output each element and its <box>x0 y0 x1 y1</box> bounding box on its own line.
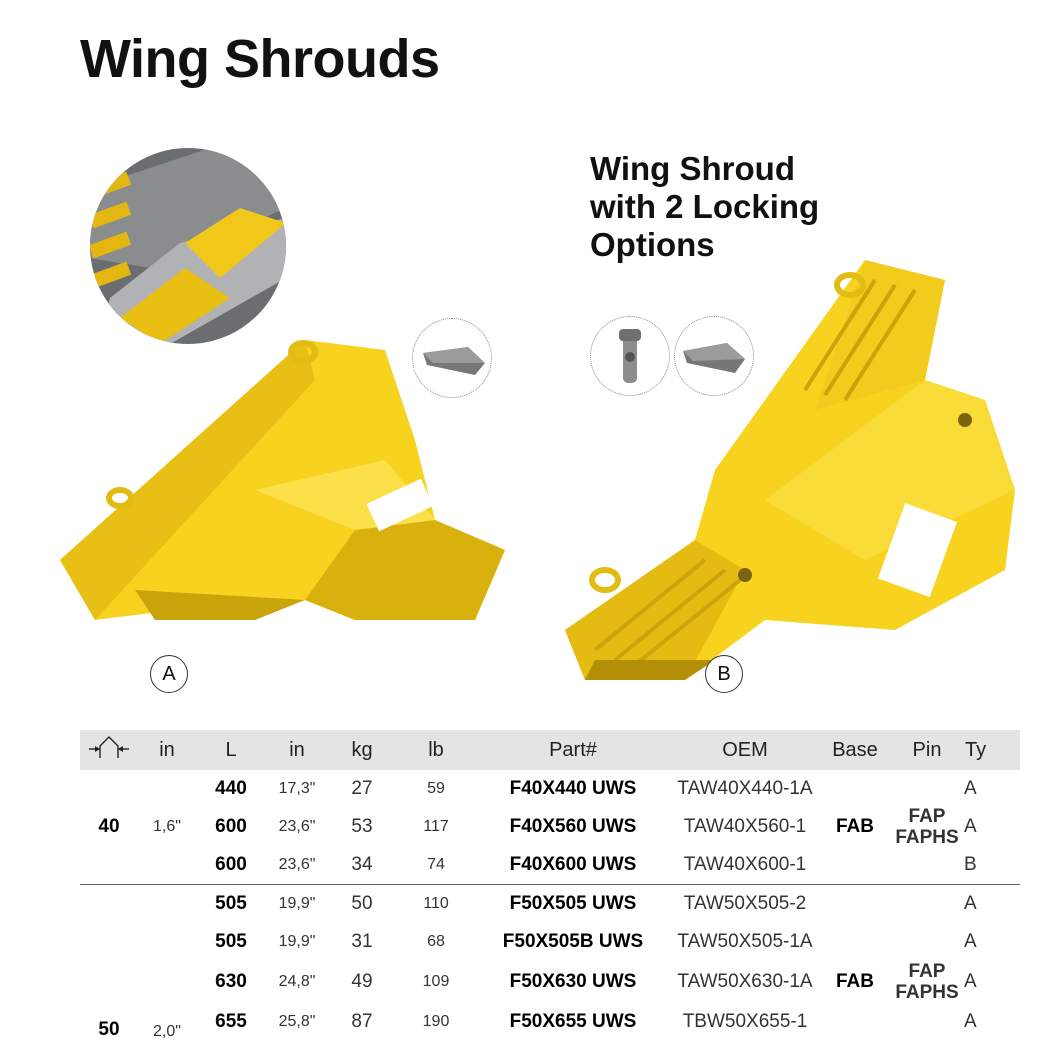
part-cell: F50X655 UWS <box>476 1003 670 1041</box>
length-cell: 655 <box>196 1003 266 1041</box>
header-part: Part# <box>476 730 670 770</box>
length-cell: 505 <box>196 923 266 961</box>
length-cell: 600 <box>196 846 266 885</box>
length-cell: 600 <box>196 808 266 846</box>
length-in-cell: 24,8" <box>266 961 328 1003</box>
header-in: in <box>138 730 196 770</box>
length-in-cell: 25,8" <box>266 1003 328 1041</box>
wing-shroud-b-image <box>565 240 1040 695</box>
pin-spacer <box>890 1003 964 1041</box>
header-type: Ty <box>964 730 1020 770</box>
pin-spacer <box>890 923 964 961</box>
type-cell: A <box>964 1003 1020 1041</box>
size-cell: 40 <box>80 770 138 885</box>
kg-cell: 31 <box>328 923 396 961</box>
specifications-table <box>80 730 1020 1041</box>
kg-cell: 27 <box>328 770 396 808</box>
lb-cell: 74 <box>396 846 476 885</box>
lb-cell: 109 <box>396 961 476 1003</box>
part-cell: F40X600 UWS <box>476 846 670 885</box>
type-cell: B <box>964 846 1020 885</box>
figure-b-title: Wing Shroud with 2 Locking Options <box>590 150 850 264</box>
header-oem: OEM <box>670 730 820 770</box>
figure-label-a: A <box>150 655 188 693</box>
pin-fap: FAP <box>890 806 964 827</box>
page-title: Wing Shrouds <box>80 28 439 90</box>
lb-cell: 110 <box>396 885 476 924</box>
part-cell: F50X505 UWS <box>476 885 670 924</box>
length-cell: 505 <box>196 885 266 924</box>
header-base: Base <box>820 730 890 770</box>
length-in-cell: 19,9" <box>266 923 328 961</box>
base-spacer <box>820 1003 890 1041</box>
part-cell: F40X560 UWS <box>476 808 670 846</box>
part-cell: F40X440 UWS <box>476 770 670 808</box>
lb-cell: 59 <box>396 770 476 808</box>
header-lb: lb <box>396 730 476 770</box>
figure-label-b: B <box>705 655 743 693</box>
table-row <box>80 770 1020 808</box>
oem-cell: TAW40X600-1 <box>670 846 820 885</box>
pin-spacer <box>890 885 964 924</box>
length-in-cell: 23,6" <box>266 846 328 885</box>
oem-cell: TAW50X630-1A <box>670 961 820 1003</box>
part-cell: F50X630 UWS <box>476 961 670 1003</box>
part-cell: F50X505B UWS <box>476 923 670 961</box>
table-row <box>80 923 1020 961</box>
type-cell: A <box>964 961 1020 1003</box>
table-row <box>80 1003 1020 1041</box>
lb-cell: 190 <box>396 1003 476 1041</box>
oem-cell: TAW50X505-1A <box>670 923 820 961</box>
width-arrows-icon <box>80 730 138 770</box>
header-kg: kg <box>328 730 396 770</box>
base-cell: FAB <box>820 961 890 1003</box>
length-cell: 630 <box>196 961 266 1003</box>
length-cell: 440 <box>196 770 266 808</box>
pin-cell <box>890 961 964 1003</box>
base-spacer <box>820 923 890 961</box>
kg-cell: 34 <box>328 846 396 885</box>
length-in-cell: 23,6" <box>266 808 328 846</box>
table-row <box>80 961 1020 1003</box>
base-cell: FAB <box>820 770 890 885</box>
header-length: L <box>196 730 266 770</box>
size-in-cell: 1,6" <box>138 770 196 885</box>
oem-cell: TAW40X440-1A <box>670 770 820 808</box>
header-length-in: in <box>266 730 328 770</box>
length-in-cell: 19,9" <box>266 885 328 924</box>
pin-faphs: FAPHS <box>890 827 964 848</box>
size-cell: 50 <box>80 885 138 1041</box>
table-header-row <box>80 730 1020 770</box>
type-cell: A <box>964 770 1020 808</box>
table-row <box>80 885 1020 924</box>
length-in-cell: 17,3" <box>266 770 328 808</box>
pin-cell <box>890 770 964 885</box>
installation-photo <box>90 148 286 344</box>
type-cell: A <box>964 885 1020 924</box>
kg-cell: 49 <box>328 961 396 1003</box>
size-in-cell: 2,0" <box>138 885 196 1041</box>
locking-wedge-icon <box>412 318 492 398</box>
base-spacer <box>820 885 890 924</box>
type-cell: A <box>964 923 1020 961</box>
lb-cell: 117 <box>396 808 476 846</box>
oem-cell: TAW40X560-1 <box>670 808 820 846</box>
kg-cell: 87 <box>328 1003 396 1041</box>
kg-cell: 53 <box>328 808 396 846</box>
oem-cell: TAW50X505-2 <box>670 885 820 924</box>
pin-faphs: FAPHS <box>890 982 964 1003</box>
pin-fap: FAP <box>890 961 964 982</box>
type-cell: A <box>964 808 1020 846</box>
header-pin: Pin <box>890 730 964 770</box>
oem-cell: TBW50X655-1 <box>670 1003 820 1041</box>
lb-cell: 68 <box>396 923 476 961</box>
kg-cell: 50 <box>328 885 396 924</box>
